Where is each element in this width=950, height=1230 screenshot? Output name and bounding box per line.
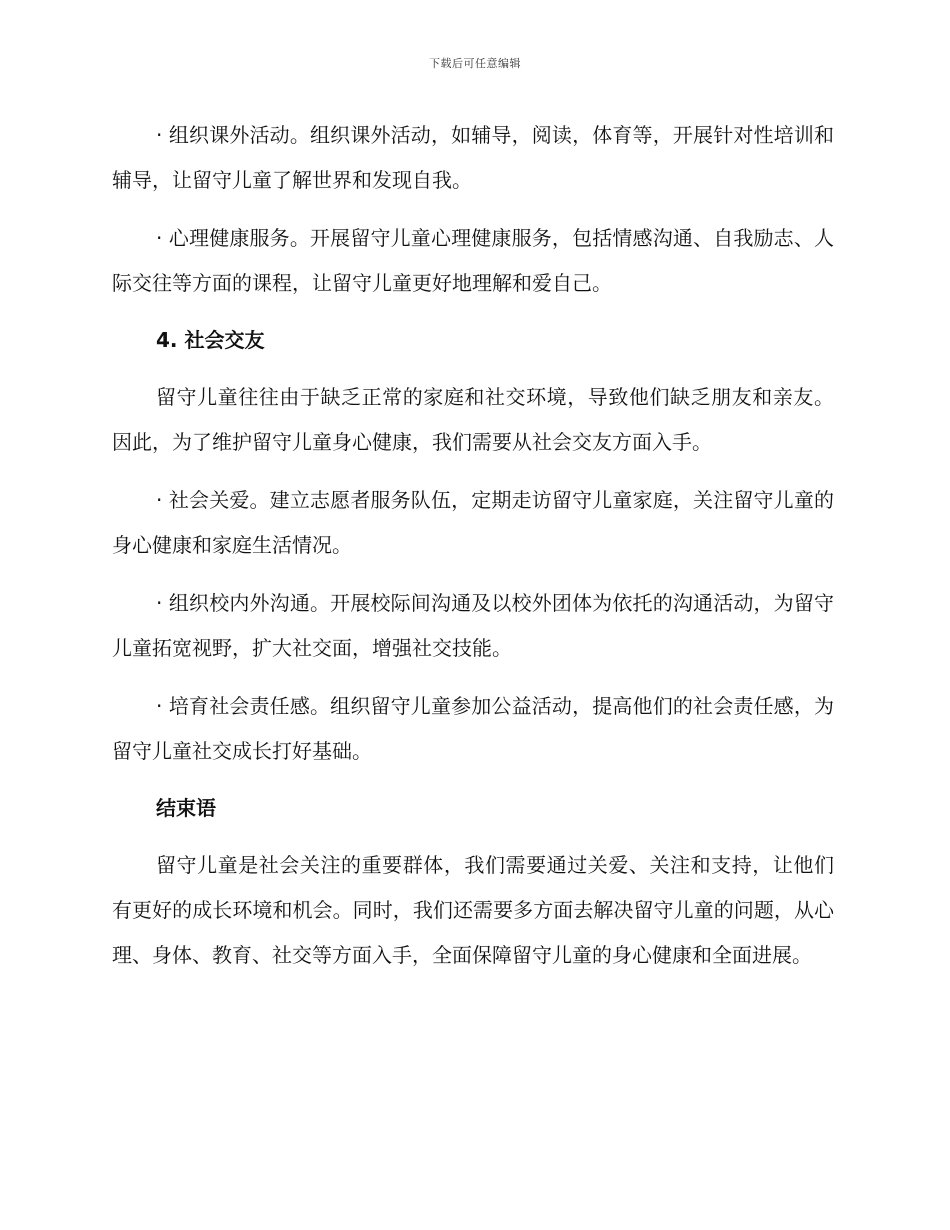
paragraph-responsibility: · 培育社会责任感。组织留守儿童参加公益活动，提高他们的社会责任感，为留守儿童社交成长打好基础。 <box>112 694 834 763</box>
paragraph-communication: · 组织校内外沟通。开展校际间沟通及以校外团体为依托的沟通活动，为留守儿童拓宽视野，扩大社交面，增强社交技能。 <box>112 591 834 660</box>
header-note: 下载后可任意编辑 <box>429 57 521 70</box>
paragraph-conclusion: 留守儿童是社会关注的重要群体，我们需要通过关爱、关注和支持，让他们有更好的成长环境和机会。同时，我们还需要多方面去解决留守儿童的问题，从心理、身体、教育、社交等方面入手，全面保障留守儿童的身心健康和全面进展。 <box>112 853 834 967</box>
paragraph-mental-health: · 心理健康服务。开展留守儿童心理健康服务，包括情感沟通、自我励志、人际交往等方面的课程，让留守儿童更好地理解和爱自己。 <box>112 226 834 295</box>
section-heading-social: 4. 社会交友 <box>156 328 265 352</box>
section-heading-conclusion: 结束语 <box>156 796 216 820</box>
paragraph-social-care: · 社会关爱。建立志愿者服务队伍，定期走访留守儿童家庭，关注留守儿童的身心健康和家庭生活情况。 <box>112 488 834 557</box>
paragraph-social-intro: 留守儿童往往由于缺乏正常的家庭和社交环境，导致他们缺乏朋友和亲友。因此，为了维护留守儿童身心健康，我们需要从社会交友方面入手。 <box>112 385 834 454</box>
document-body <box>112 113 834 991</box>
paragraph-extracurricular: · 组织课外活动。组织课外活动，如辅导，阅读，体育等，开展针对性培训和辅导，让留守儿童了解世界和发现自我。 <box>112 123 834 192</box>
